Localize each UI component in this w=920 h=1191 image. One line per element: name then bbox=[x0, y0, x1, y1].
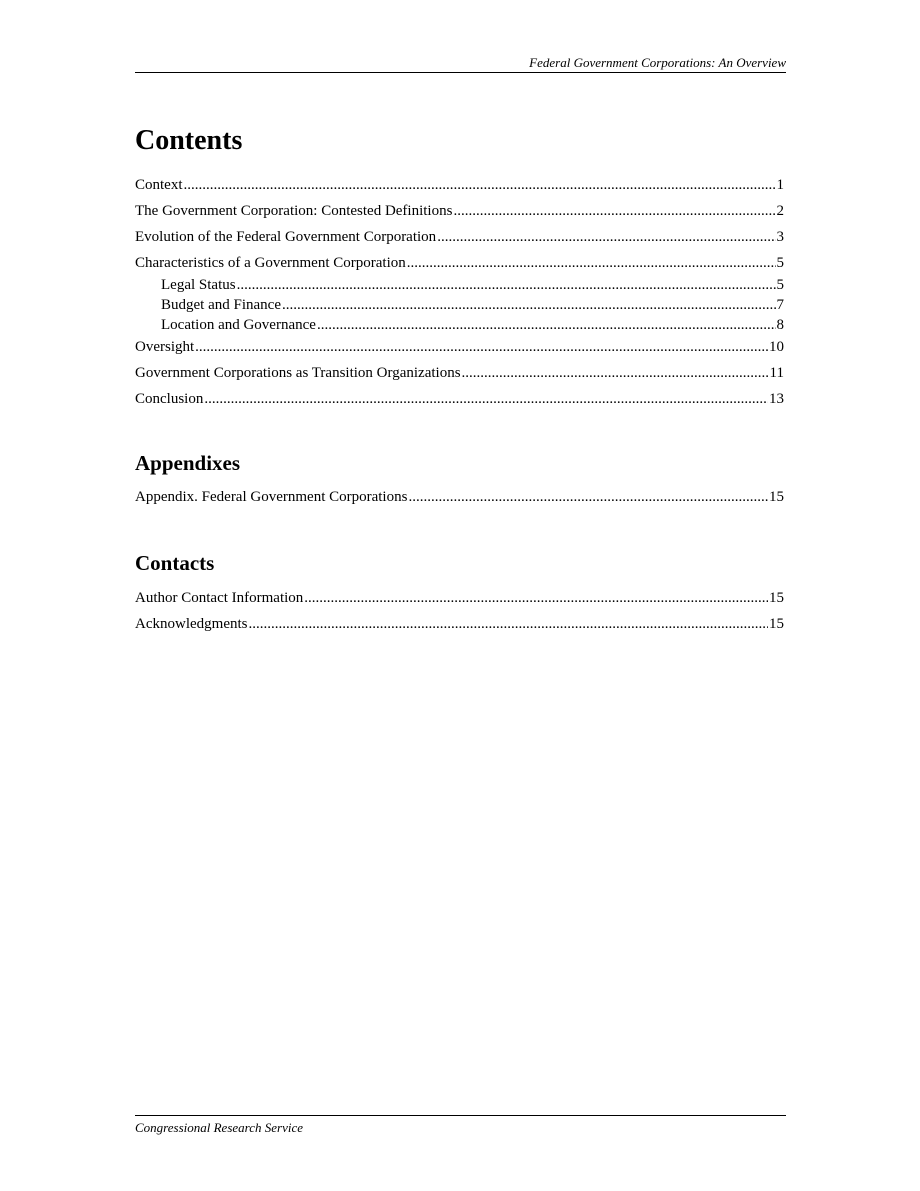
toc-leader-dots bbox=[453, 202, 775, 220]
toc-entry-page: 1 bbox=[776, 177, 784, 193]
toc-leader-dots bbox=[408, 488, 768, 506]
toc-entry-label: Evolution of the Federal Government Corporation bbox=[135, 229, 437, 245]
toc-entry-transition-organizations[interactable] bbox=[135, 364, 784, 382]
toc-entry-characteristics[interactable] bbox=[135, 254, 784, 272]
toc-entry-legal-status[interactable] bbox=[161, 276, 784, 294]
toc-leader-dots bbox=[317, 316, 776, 334]
toc-entry-evolution[interactable] bbox=[135, 228, 784, 246]
toc-entry-page: 3 bbox=[776, 229, 784, 245]
contents-title: Contents bbox=[135, 125, 243, 156]
toc-entry-label: Context bbox=[135, 177, 183, 193]
toc-entry-page: 8 bbox=[776, 317, 784, 333]
toc-entry-label: Acknowledgments bbox=[135, 616, 248, 632]
toc-entry-label: Conclusion bbox=[135, 391, 204, 407]
toc-entry-oversight[interactable] bbox=[135, 338, 784, 356]
toc-entry-page: 10 bbox=[769, 339, 784, 355]
toc-leader-dots bbox=[184, 176, 776, 194]
toc-entry-page: 11 bbox=[769, 365, 784, 381]
toc-entry-page: 15 bbox=[769, 489, 784, 505]
toc-entry-appendix[interactable] bbox=[135, 488, 784, 506]
toc-leader-dots bbox=[248, 615, 768, 633]
toc-entry-label: Oversight bbox=[135, 339, 195, 355]
toc-entry-contested-definitions[interactable] bbox=[135, 202, 784, 220]
footer-rule bbox=[135, 1115, 786, 1116]
toc-leader-dots bbox=[282, 296, 776, 314]
toc-entry-page: 15 bbox=[769, 590, 784, 606]
toc-entry-label: Characteristics of a Government Corporation bbox=[135, 255, 406, 271]
toc-leader-dots bbox=[204, 390, 768, 408]
toc-entry-label: Appendix. Federal Government Corporations bbox=[135, 489, 408, 505]
toc-entry-page: 15 bbox=[769, 616, 784, 632]
toc-entry-page: 7 bbox=[776, 297, 784, 313]
toc-entry-label: Budget and Finance bbox=[161, 297, 281, 313]
toc-entry-page: 2 bbox=[776, 203, 784, 219]
toc-entry-budget-finance[interactable] bbox=[161, 296, 784, 314]
toc-leader-dots bbox=[437, 228, 775, 246]
toc-entry-acknowledgments[interactable] bbox=[135, 615, 784, 633]
toc-entry-author-contact[interactable] bbox=[135, 589, 784, 607]
toc-entry-page: 13 bbox=[769, 391, 784, 407]
toc-entry-page: 5 bbox=[776, 277, 784, 293]
toc-entry-label: Author Contact Information bbox=[135, 590, 304, 606]
toc-leader-dots bbox=[462, 364, 769, 382]
toc-entry-conclusion[interactable] bbox=[135, 390, 784, 408]
toc-entry-location-governance[interactable] bbox=[161, 316, 784, 334]
toc-leader-dots bbox=[304, 589, 768, 607]
contacts-heading: Contacts bbox=[135, 551, 215, 575]
toc-entry-label: Government Corporations as Transition Organizations bbox=[135, 365, 461, 381]
toc-leader-dots bbox=[195, 338, 768, 356]
toc-leader-dots bbox=[237, 276, 776, 294]
toc-entry-context[interactable] bbox=[135, 176, 784, 194]
toc-entry-label: Legal Status bbox=[161, 277, 236, 293]
toc-entry-label: Location and Governance bbox=[161, 317, 316, 333]
toc-entry-page: 5 bbox=[776, 255, 784, 271]
toc-entry-label: The Government Corporation: Contested Definitions bbox=[135, 203, 453, 219]
header-rule bbox=[135, 72, 786, 73]
toc-leader-dots bbox=[407, 254, 776, 272]
running-header: Federal Government Corporations: An Overview bbox=[529, 55, 786, 70]
appendixes-heading: Appendixes bbox=[135, 451, 241, 475]
running-footer: Congressional Research Service bbox=[135, 1120, 303, 1135]
